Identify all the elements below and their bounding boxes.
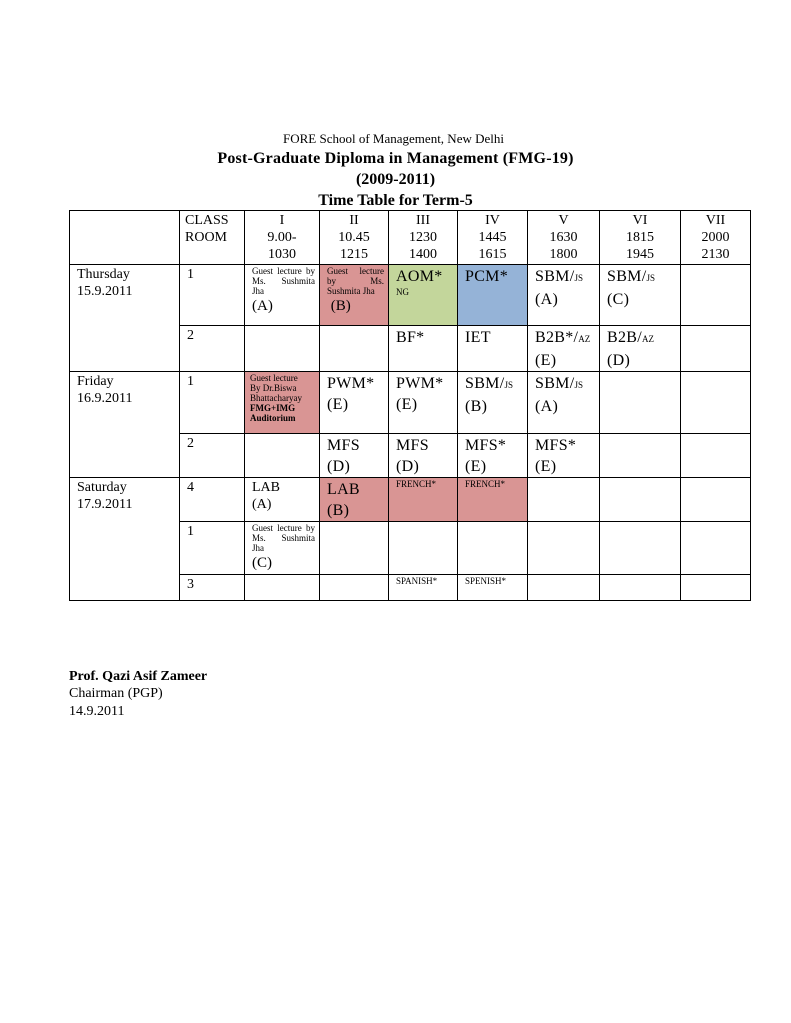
course-code: SBM/ <box>535 268 575 285</box>
slot-number: V <box>558 213 569 228</box>
session-cell <box>681 372 751 434</box>
course-section: (E) <box>535 352 557 369</box>
slot-end: 1215 <box>340 247 368 262</box>
session-cell <box>245 522 320 575</box>
session-cell <box>458 372 528 434</box>
slot-start: 10.45 <box>338 230 370 245</box>
room-cell: 3 <box>180 575 245 601</box>
course-section: (A) <box>252 497 272 512</box>
session-note: Guest lecture <box>250 373 298 383</box>
slot-end: 1615 <box>478 247 507 262</box>
slot-start: 9.00- <box>267 230 297 245</box>
day-cell-friday <box>70 372 180 478</box>
session-note: By Dr.Biswa <box>250 383 297 393</box>
header-room-label: ROOM <box>185 230 228 245</box>
session-cell <box>528 522 600 575</box>
slot-end: 2130 <box>701 247 730 262</box>
session-cell <box>245 326 320 372</box>
session-cell <box>528 575 600 601</box>
course-section: (B) <box>465 398 488 415</box>
course-section: (D) <box>607 352 631 369</box>
header-slot-7 <box>681 211 751 265</box>
session-cell <box>389 478 458 522</box>
table-row <box>70 265 751 326</box>
school-name: FORE School of Management, New Delhi <box>283 131 504 146</box>
room-cell: 2 <box>180 326 245 372</box>
session-cell <box>528 265 600 326</box>
session-cell <box>681 478 751 522</box>
session-note: Auditorium <box>250 413 296 423</box>
slot-number: VI <box>632 213 648 228</box>
session-cell <box>320 372 389 434</box>
session-cell <box>389 326 458 372</box>
course-code: MFS* <box>465 437 507 454</box>
session-cell <box>600 478 681 522</box>
session-cell <box>458 478 528 522</box>
signatory-name: Prof. Qazi Asif Zameer <box>69 669 208 684</box>
page-title: Time Table for Term-5 <box>318 192 473 209</box>
session-note: Guest lecture by Ms. Sushmita Jha <box>252 266 315 296</box>
session-cell <box>389 575 458 601</box>
slot-end: 1030 <box>268 247 296 262</box>
timetable <box>69 210 751 601</box>
table-row <box>70 372 751 434</box>
session-cell <box>245 575 320 601</box>
course-section: (B) <box>327 502 350 519</box>
slot-number: I <box>279 213 285 228</box>
course-section: (E) <box>396 396 418 413</box>
session-cell <box>245 372 320 434</box>
session-cell <box>528 478 600 522</box>
course-section: (E) <box>465 458 487 475</box>
session-cell <box>600 575 681 601</box>
course-section: (D) <box>327 458 351 475</box>
session-cell <box>600 326 681 372</box>
table-header-row <box>70 211 751 265</box>
signatory-role: Chairman (PGP) <box>69 686 163 701</box>
programme-years: (2009-2011) <box>355 171 436 188</box>
slot-start: 1230 <box>409 230 437 245</box>
slot-number: II <box>349 213 359 228</box>
course-code: SPENISH* <box>465 576 507 586</box>
course-code: FRENCH* <box>465 479 506 489</box>
slot-end: 1400 <box>409 247 437 262</box>
course-code: B2B*/ <box>535 329 579 346</box>
course-section: (A) <box>535 291 559 308</box>
course-note: NG <box>396 287 409 297</box>
course-code: BF* <box>396 329 425 346</box>
session-cell <box>389 372 458 434</box>
session-cell <box>458 434 528 478</box>
session-cell <box>528 372 600 434</box>
session-cell <box>528 434 600 478</box>
programme-title: Post-Graduate Diploma in Management (FMG-19) <box>217 150 574 167</box>
header-slot-5 <box>528 211 600 265</box>
day-cell-saturday <box>70 478 180 601</box>
course-section: (E) <box>327 396 349 413</box>
session-cell <box>320 434 389 478</box>
slot-end: 1945 <box>626 247 654 262</box>
course-code: LAB <box>327 481 360 498</box>
table-row <box>70 478 751 522</box>
session-cell <box>681 575 751 601</box>
session-cell <box>245 434 320 478</box>
session-cell <box>681 265 751 326</box>
session-cell <box>458 575 528 601</box>
session-cell <box>389 265 458 326</box>
faculty-initials: JS <box>646 273 655 283</box>
slot-start: 1815 <box>626 230 654 245</box>
session-note: Guest lecture by Ms. Sushmita Jha <box>252 523 315 553</box>
session-cell <box>458 326 528 372</box>
session-cell <box>320 265 389 326</box>
session-cell <box>320 522 389 575</box>
session-note: FMG+IMG <box>250 403 296 413</box>
header-slot-2 <box>320 211 389 265</box>
day-date: 17.9.2011 <box>77 497 133 512</box>
session-cell <box>681 522 751 575</box>
course-section: (C) <box>607 291 630 308</box>
course-code: IET <box>465 329 491 346</box>
course-code: MFS* <box>535 437 577 454</box>
slot-number: III <box>416 213 430 228</box>
course-code: AOM* <box>396 268 443 285</box>
session-section: (B) <box>327 298 351 314</box>
faculty-initials: AZ <box>578 334 591 344</box>
slot-start: 2000 <box>701 230 730 245</box>
course-code: SBM/ <box>535 375 575 392</box>
course-code: MFS <box>327 437 360 454</box>
course-code: SBM/ <box>465 375 505 392</box>
session-cell <box>320 575 389 601</box>
room-cell: 1 <box>180 372 245 434</box>
session-cell <box>458 265 528 326</box>
session-note: Guest lecture by Ms. Sushmita Jha <box>327 266 384 296</box>
session-cell <box>245 265 320 326</box>
header-class-label: CLASS <box>185 213 229 228</box>
header-blank-cell <box>70 211 180 265</box>
course-code: SPANISH* <box>396 576 438 586</box>
day-date: 15.9.2011 <box>77 284 133 299</box>
course-section: (A) <box>535 398 559 415</box>
session-cell <box>320 326 389 372</box>
course-code: FRENCH* <box>396 479 437 489</box>
course-code: PWM* <box>396 375 444 392</box>
day-name: Thursday <box>77 267 130 282</box>
day-name: Saturday <box>77 480 127 495</box>
session-section: (C) <box>252 555 272 571</box>
course-code: PWM* <box>327 375 375 392</box>
course-code: B2B/ <box>607 329 642 346</box>
header-slot-1 <box>245 211 320 265</box>
session-section: (A) <box>252 298 273 314</box>
session-cell <box>389 522 458 575</box>
room-cell: 4 <box>180 478 245 522</box>
session-cell <box>458 522 528 575</box>
course-code: MFS <box>396 437 429 454</box>
room-cell: 1 <box>180 265 245 326</box>
slot-number: IV <box>485 213 500 228</box>
slot-number: VII <box>705 213 726 228</box>
session-cell <box>681 326 751 372</box>
course-code: PCM* <box>465 268 508 285</box>
course-section: (D) <box>396 458 420 475</box>
room-cell: 2 <box>180 434 245 478</box>
header-slot-3 <box>389 211 458 265</box>
session-cell <box>320 478 389 522</box>
course-code: SBM/ <box>607 268 647 285</box>
slot-start: 1445 <box>478 230 507 245</box>
day-cell-thursday <box>70 265 180 372</box>
room-cell: 1 <box>180 522 245 575</box>
header-slot-6 <box>600 211 681 265</box>
session-cell <box>600 372 681 434</box>
day-name: Friday <box>77 374 114 389</box>
faculty-initials: AZ <box>642 334 654 344</box>
session-cell <box>245 478 320 522</box>
header-slot-4 <box>458 211 528 265</box>
session-cell <box>389 434 458 478</box>
session-cell <box>600 265 681 326</box>
session-note: Bhattacharyay <box>250 393 302 403</box>
faculty-initials: JS <box>574 380 583 390</box>
slot-start: 1630 <box>549 230 578 245</box>
faculty-initials: JS <box>504 380 513 390</box>
session-cell <box>600 522 681 575</box>
slot-end: 1800 <box>549 247 578 262</box>
day-date: 16.9.2011 <box>77 391 133 406</box>
session-cell <box>528 326 600 372</box>
course-code: LAB <box>252 480 280 495</box>
signature-date: 14.9.2011 <box>69 704 125 719</box>
course-section: (E) <box>535 458 557 475</box>
faculty-initials: JS <box>574 273 583 283</box>
session-cell <box>600 434 681 478</box>
header-classroom-cell <box>180 211 245 265</box>
session-cell <box>681 434 751 478</box>
